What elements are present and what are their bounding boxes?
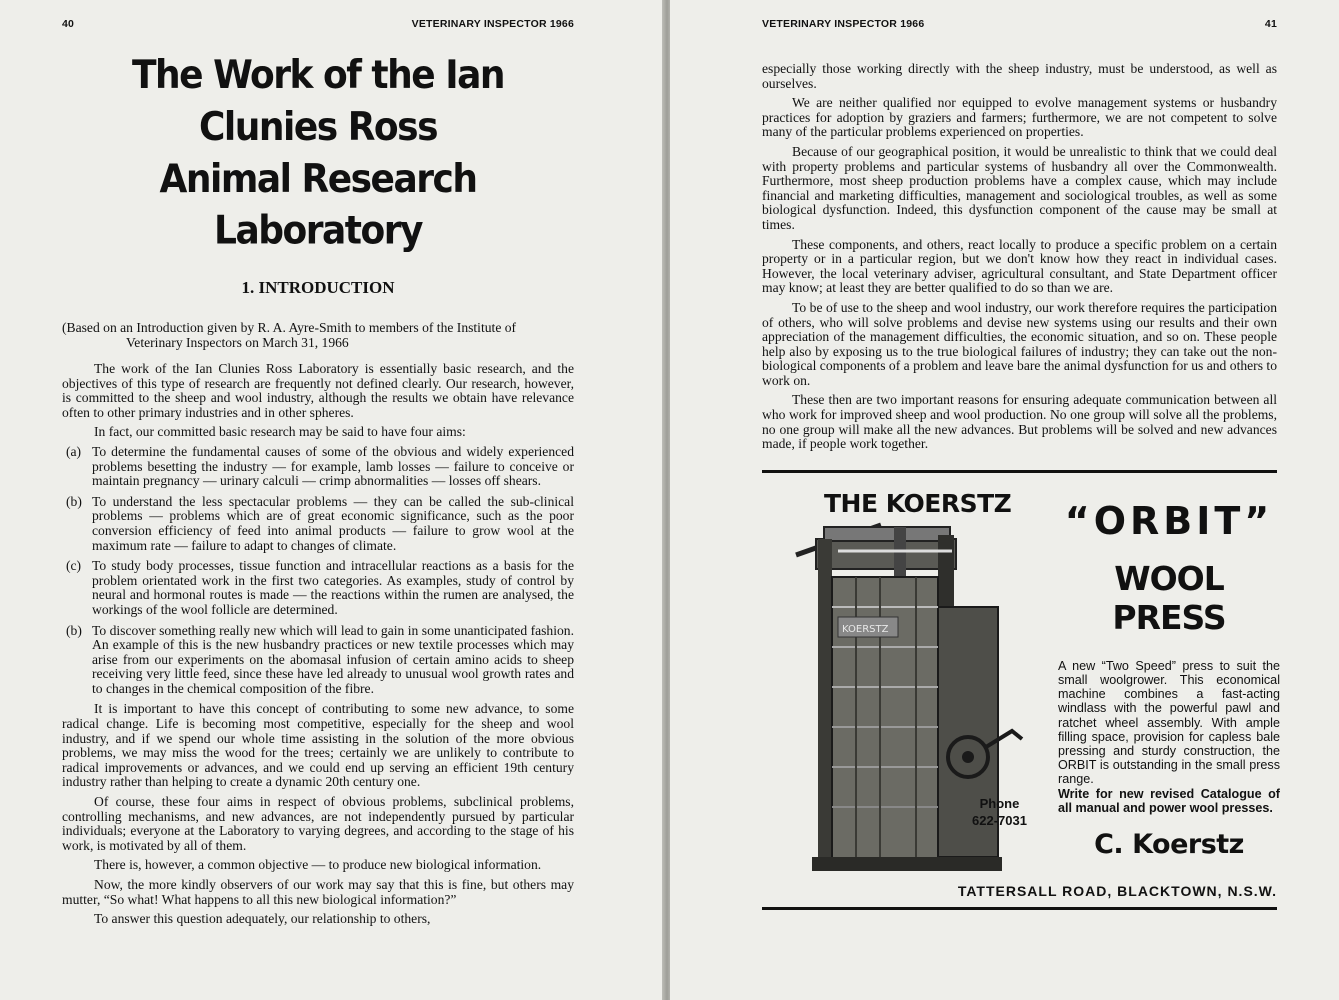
phone-label: Phone [979,795,1020,811]
continuation-paragraph: especially those working directly with the sheep industry, must be understood, as well as ourselves. [762,61,1277,91]
paragraph: To answer this question adequately, our relationship to others, [94,911,431,927]
aim-item [62,559,574,617]
left-body [62,362,574,927]
paragraph: It is important to have this concept of contributing to some new advance, to some radical change. Life is becoming most competitive, especially for the sheep and wool industry, and if we spend our whole time assisting in the solution of the more obvious problems, we may miss the wood for the trees; certainly we are unlikely to contribute to radical improvements or advances, and we could end up serving an efficient 19th century industry rather than helping to create a dynamic 20th century one. [62,701,574,790]
paragraph: Now, the more kindly observers of our work may say that this is fine, but others may mutter, “So what! What happens to all this new biological information?” [62,877,574,907]
aim-item [62,624,574,697]
paragraph: There is, however, a common objective — to produce new biological information. [94,857,542,873]
aim-text: To determine the fundamental causes of some of the obvious and widely experienced problems besetting the industry — for example, lamb losses — failure to conceive or maintain pregnancy — urinary calculi — crimp abnormalities — losses off shears. [92,443,574,489]
ad-phone [972,795,1027,829]
ad-company-name: C. Koerstz [1094,829,1244,861]
paragraph: We are neither qualified nor equipped to evolve management systems or husbandry practices for adoption by graziers and farmers; furthermore, we are not competent to solve many of the particular problems experienced on properties. [762,95,1277,140]
page-number-left: 40 [62,18,75,30]
phone-number: 622-7031 [972,812,1027,828]
aim-marker: (a) [66,443,82,459]
machine-label: KOERSTZ [842,623,889,635]
article-title-line-1: The Work of the Ian Clunies Ross [131,53,505,150]
aim-marker: (c) [66,558,82,574]
paragraph: To be of use to the sheep and wool industry, our work therefore requires the participation of others, who will solve problems and devise new systems using our results and their own appreciation of the management difficulties, the economic situation, and so on. These people help also by exposing us to the true biological failures of industry; they can take out the non-biological components of a problem and leave bare the animal dysfunction for us and others to work on. [762,299,1277,388]
aim-text: To discover something really new which will lead to gain in some unanticipated fashion. An example of this is the new husbandry practices or new textile processes which may arise from our experiments on the abomasal infusion of certain amino acids to sheep receiving very little feed, since these have led already to unusual wool growth rates and to changes in the chemical composition of the fibre. [92,622,574,696]
aim-text: To understand the less spectacular problems — they can be called the sub-clinical problems — problems which are of great economic significance, such as the poor conversion efficiency of feed into animal products — failure to grow wool at the maximum rate — failure to adapt to changes of climate. [92,493,574,553]
journal-title-left: VETERINARY INSPECTOR 1966 [411,18,574,30]
page-number-right: 41 [1264,18,1277,30]
aim-marker: (b) [66,493,82,509]
right-running-head [762,18,1277,40]
paragraph: In fact, our committed basic research may be said to have four aims: [94,424,466,440]
ad-image-column [762,473,1052,893]
right-body [762,62,1277,452]
aim-text: To study body processes, tissue function and intracellular reactions as a basis for the problem orientated work in the first two categories. As examples, study of control by neural and hormonal routes is made — the reactions within the rumen are analysed, the workings of the wool follicle are determined. [92,558,574,617]
ad-product-name: “ORBIT” [1064,498,1274,543]
paragraph: The work of the Ian Clunies Ross Laboratory is essentially basic research, and the objectives of this type of research are frequently not defined clearly. Our research, however, is committed to the sheep and wool industry, although the results we obtain have relevance often to other primary industries and in other spheres. [62,361,574,420]
ad-address: TATTERSALL ROAD, BLACKTOWN, N.S.W. [957,882,1277,899]
wool-press-photo [776,517,1026,887]
left-running-head [62,18,574,40]
article-title-line-2: Animal Research Laboratory [159,157,477,254]
right-page [670,0,1339,1000]
paragraph: These then are two important reasons for ensuring adequate communication between all who work for improved sheep and wool production. No one group will solve all the problems, no one group will make all the new advances. But problems will be solved and new advances made, if people work together. [762,392,1277,452]
section-heading: 1. INTRODUCTION [241,278,395,297]
aim-item [62,495,574,553]
ad-description: A new “Two Speed” press to suit the small woolgrower. This economical machine combines a fast-acting windlass with the powerful pawl and ratchet wheel assembly. With ample filling space, provision for capless bale pressing and sturdy construction, the ORBIT is outstanding in the small press range. [1058,658,1280,787]
ad-call-to-action: Write for new revised Catalogue of all manual and power wool presses. [1058,786,1280,815]
wool-press-advertisement [762,470,1280,910]
paragraph: Because of our geographical position, it would be unrealistic to think that we could deal with property problems and particular systems of husbandry all over the Commonwealth. Furthermore, most sheep production problems have a complex cause, which may include financial and marketing difficulties, management and sociological troubles, as well as some biological dysfunction. Indeed, this dysfunction component of the cause may be small at times. [762,143,1277,232]
aim-item [62,445,574,489]
paragraph: These components, and others, react locally to produce a specific problem on a certain property or in a particular region, but we don't know how they react in individual cases. However, the local veterinary adviser, agricultural consultant, and State Department officer may know; at least they are better qualified to do so than we are. [762,236,1277,296]
ad-product-type: WOOL PRESS [1112,558,1226,637]
left-page [0,0,664,1000]
journal-title-right: VETERINARY INSPECTOR 1966 [762,18,925,30]
article-title [62,50,574,257]
byline: (Based on an Introduction given by R. A. Ayre-Smith to members of the Institute of Veterinary Inspectors on March 31, 1966 [62,320,517,350]
ad-brand: THE KOERSTZ [824,488,1012,518]
ad-text-column [1058,473,1280,860]
paragraph: Of course, these four aims in respect of obvious problems, subclinical problems, controlling mechanisms, and new advances, are not independently pursued by particular individuals; everyone at the Laboratory to varying degrees, and according to the stage of his work, is motivated by all of them. [62,794,574,853]
aim-marker: (b) [66,622,82,638]
